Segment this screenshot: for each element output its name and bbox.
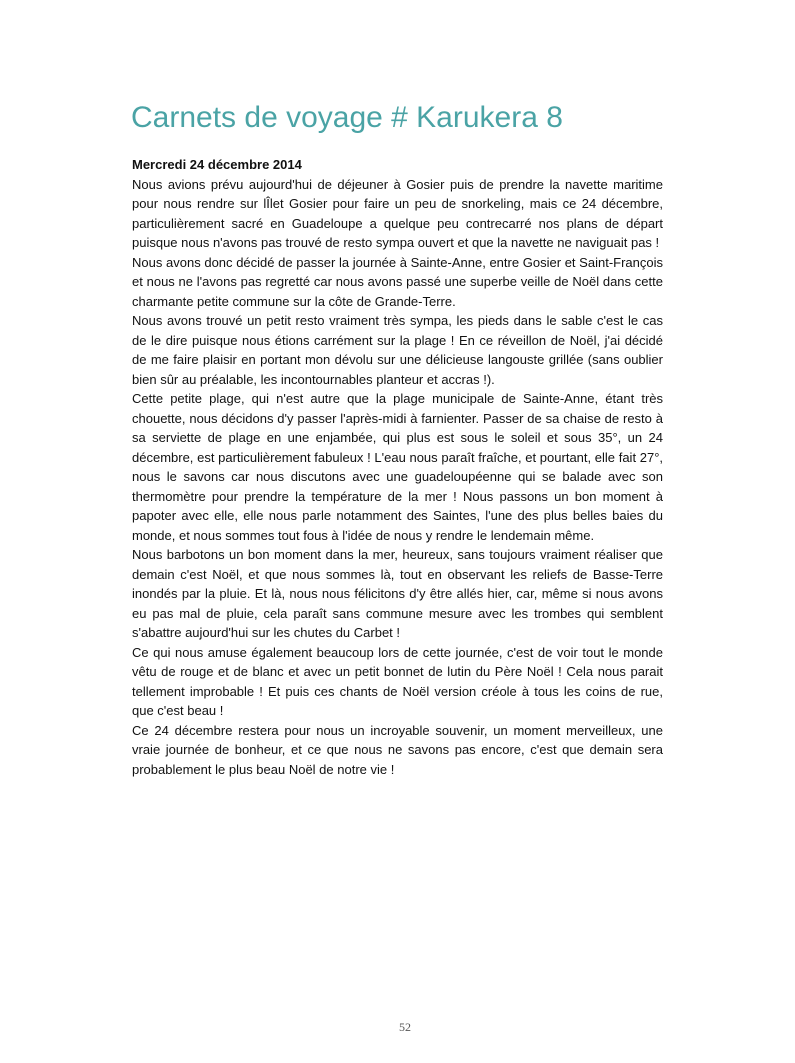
paragraph: Nous barbotons un bon moment dans la mer, heureux, sans toujours vraiment réaliser que demain c'est Noël, et que nous sommes là, tout en observant les reliefs de Basse-Terre inondés par la pluie. Et là, nous nous félicitons d'y être allés hier, car, même si nous avons eu pas mal de pluie, cela paraît sans commune mesure avec les trombes qui semblent s'abattre aujourd'hui sur les chutes du Carbet ! <box>132 547 663 640</box>
paragraph: Nous avons trouvé un petit resto vraiment très sympa, les pieds dans le sable c'est le cas de le dire puisque nous étions carrément sur la plage ! En ce réveillon de Noël, j'ai décidé de me faire plaisir en portant mon dévolu sur une délicieuse langouste grillée (sans oublier bien sûr au préalable, les incontournables planteur et accras !). <box>132 313 663 387</box>
page-number: 52 <box>399 1020 411 1034</box>
paragraph: Ce 24 décembre restera pour nous un incroyable souvenir, un moment merveilleux, une vraie journée de bonheur, et ce que nous ne savons pas encore, c'est que demain sera probablement le plus beau Noël de notre vie ! <box>132 722 663 777</box>
date-heading: Mercredi 24 décembre 2014 <box>132 157 302 172</box>
paragraph: Ce qui nous amuse également beaucoup lors de cette journée, c'est de voir tout le monde vêtu de rouge et de blanc et avec un petit bonnet de lutin du Père Noël ! Cela nous parait tellement improbable ! Et puis ces chants de Noël version créole à tous les coins de rue, que c'est beau ! <box>132 644 663 718</box>
page-title: Carnets de voyage # Karukera 8 <box>131 101 563 134</box>
paragraph: Cette petite plage, qui n'est autre que la plage municipale de Sainte-Anne, étant très chouette, nous décidons d'y passer l'après-midi à farnienter. Passer de sa chaise de resto à sa serviette de plage en une enjambée, qui plus est sous le soleil et sous 35°, un 24 décembre, est particulièrement fabuleux ! L'eau nous paraît fraîche, et pourtant, elle fait 27°, nous le savons car nous discutons avec une guadeloupéenne qui se balade avec son thermomètre pour prendre la température de la mer ! Nous passons un bon moment à papoter avec elle, elle nous parle notamment des Saintes, l'une des plus belles baies du monde, et nous sommes tout fous à l'idée de nous y rendre le lendemain même. <box>132 391 663 543</box>
paragraph: Nous avions prévu aujourd'hui de déjeuner à Gosier puis de prendre la navette maritime pour nous rendre sur lÎlet Gosier pour faire un peu de snorkeling, mais ce 24 décembre, particulièrement sacré en Guadeloupe a quelque peu contrecarré nos plans de départ puisque nous n'avons pas trouvé de resto sympa ouvert et que la navette ne naviguait pas ! <box>132 176 663 250</box>
paragraph: Nous avons donc décidé de passer la journée à Sainte-Anne, entre Gosier et Saint-François et nous ne l'avons pas regretté car nous avons passé une superbe veille de Noël dans cette charmante petite commune sur la côte de Grande-Terre. <box>132 254 663 309</box>
article-body <box>132 155 663 779</box>
